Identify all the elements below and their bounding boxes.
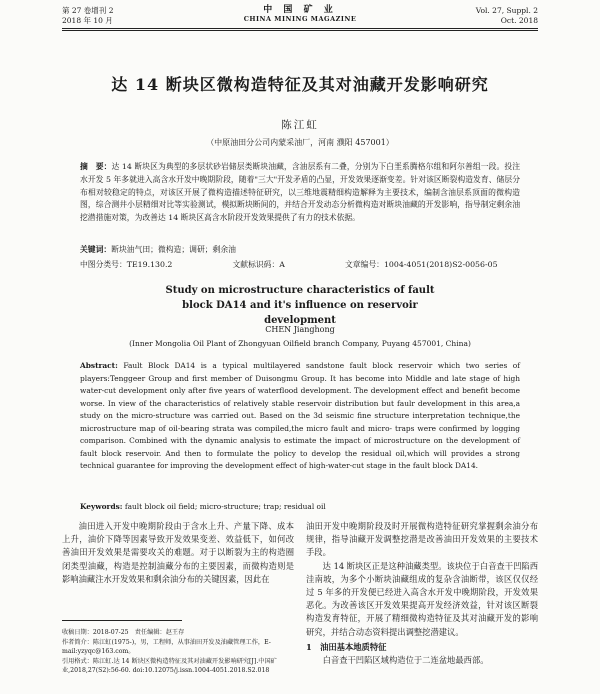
body-right-paragraph-2: 达 14 断块区正是这种油藏类型。该块位于白音查干凹陷西洼南坡，为多个小断块油藏组成的复杂含油断带，该区仅仅经过 5 年多的开发便已经进入高含水开发中晚期阶段，开发效果恶化。为改善该区开发效果提高开发经济效益，针对该区断裂构造发育特征，开展了精细微构造特征及其对油藏开发的影响研究，并结合动态资料提出调整挖潜建议。 — [306, 560, 538, 637]
journal-name-en: CHINA MINING MAGAZINE — [243, 15, 357, 23]
author-bio: 作者简介：陈江虹(1975-)，男，工程师，从事油田开发及油藏管理工作，E-mail:yzyqc@163.com。 — [62, 638, 271, 655]
abstract-cn — [80, 161, 520, 225]
keywords-cn — [80, 244, 520, 255]
volume-cn: 第 27 卷增刊 2 — [62, 6, 114, 15]
abstract-en — [80, 360, 520, 473]
header-rule-2 — [62, 30, 538, 31]
journal-name — [62, 6, 538, 24]
keywords-en-label: Keywords: — [80, 502, 123, 511]
abstract-en-label: Abstract: — [80, 361, 118, 370]
keywords-cn-label: 关键词： — [80, 245, 112, 254]
journal-name-cn: 中 国 矿 业 — [263, 5, 337, 15]
abstract-en-text: Fault Block DA14 is a typical multilayered sandstone fault block reservoir which two series of players:Tenggeer Group and first member of Duisongmu Group. It has become into Middle and late stage of high water-cut development only after five years of waterflood development. The development effect and benefit become worse. In view of the characteristics of relatively stable reservoir distribution but faulr development in this area,a study on the micro-structure was carried out. Based on the 3d seismic fine structure interpretation technique,the microstructure map of oil-bearing strata was compiled,the micro fault and micro- traps were confirmed by logging comparison. Combined with the dynamic analysis to estimate the impact of microstructure on the development of fault block reservoir. And then to formulate the policy to develop the residual oil,which will provides a strong technical guarantee for improving the development effect of high-water-cut stage in the fault block DA14. — [80, 361, 520, 470]
footnote-rule — [62, 620, 182, 621]
body-column-right — [306, 520, 538, 667]
date-en: Oct. 2018 — [500, 16, 538, 25]
keywords-en-text: fault block oil field; micro-structure; trap; residual oil — [124, 502, 326, 511]
body-left-paragraph: 油田进入开发中晚期阶段由于含水上升、产量下降、成本上升，油价下降等因素导致开发效果变差、效益低下，如何改善油田开发效果是需要攻关的难题。对于以断裂为主的构造圈闭类型油藏，构造是控制油藏分布的主要因素，而微构造则是影响油藏注水开发效果和剩余油分布的关键因素，因此在 — [62, 521, 294, 584]
running-header — [62, 6, 538, 28]
title-en: Study on microstructure characteristics of fault block DA14 and it's influence on reservoir development — [165, 285, 435, 326]
keywords-cn-text: 断块油气田；微构造；调研；剩余油 — [111, 245, 236, 254]
abstract-cn-label: 摘 要： — [80, 162, 112, 171]
author-cn: 陈江虹 — [281, 119, 319, 131]
classification-line — [80, 259, 520, 270]
clc-number: 中图分类号：TE19.130.2 — [80, 260, 173, 269]
affiliation-cn: （中原油田分公司内蒙采油厂，河南 濮阳 457001） — [206, 138, 394, 147]
body-column-left — [62, 520, 294, 586]
body-right-paragraph-1: 油田开发中晚期阶段及时开展微构造特征研究掌握剩余油分布规律，指导油藏开发调整挖潜是改善油田开发效果的主要技术手段。 — [306, 521, 538, 558]
body-right-paragraph-3: 白音查干凹陷区域构造位于二连盆地最西部。 — [322, 655, 489, 666]
received-date: 收稿日期：2018-07-25 责任编辑：赵王存 — [62, 629, 185, 636]
header-rule-1 — [62, 28, 538, 29]
section-heading-1: 1 油田基本地质特征 — [306, 641, 387, 652]
keywords-en — [80, 502, 520, 511]
article-number: 文章编号：1004-4051(2018)S2-0056-05 — [344, 260, 498, 269]
footnote — [62, 628, 294, 676]
title-cn: 达 14 断块区微构造特征及其对油藏开发影响研究 — [111, 75, 489, 94]
date-cn: 2018 年 10 月 — [62, 16, 113, 25]
affiliation-en: (Inner Mongolia Oil Plant of Zhongyuan Oilfield branch Company, Puyang 457001, China) — [129, 339, 471, 348]
citation-format: 引用格式：陈江虹.达 14 断块区微构造特征及其对油藏开发影响研究[J].中国矿业,2018,27(S2):56-60. doi:10.12075/j.issn.1004-4051.2018.S2.018 — [62, 657, 277, 674]
document-code: 文献标识码：A — [232, 260, 285, 269]
header-right — [476, 6, 538, 26]
abstract-cn-text: 达 14 断块区为典型的多层状砂岩储层类断块油藏，含油层系有二叠，分别为下白垩系腾格尔组和阿尔善组一段。投注水开发 5 年多就进入高含水开发中晚期阶段，随着"三大"开发矛盾的凸显，开发效果逐渐变差。针对该区断裂构造发育、储层分布相对较稳定的特点，对该区开展了微构造描述特征研究，以三维地震精细构造解释为主要技术，编制含油层系顶面的微构造图，综合测井小层精细对比等实验测试，模拟断块断间的，并结合开发动态分析微构造对断块油藏的开发影响，指导制定剩余油挖潜措施对策，为改善达 14 断块区高含水阶段开发效果提供了有力的技术依据。 — [80, 162, 521, 223]
author-en: CHEN Jianghong — [265, 325, 335, 334]
volume-en: Vol. 27, Suppl. 2 — [475, 6, 538, 15]
